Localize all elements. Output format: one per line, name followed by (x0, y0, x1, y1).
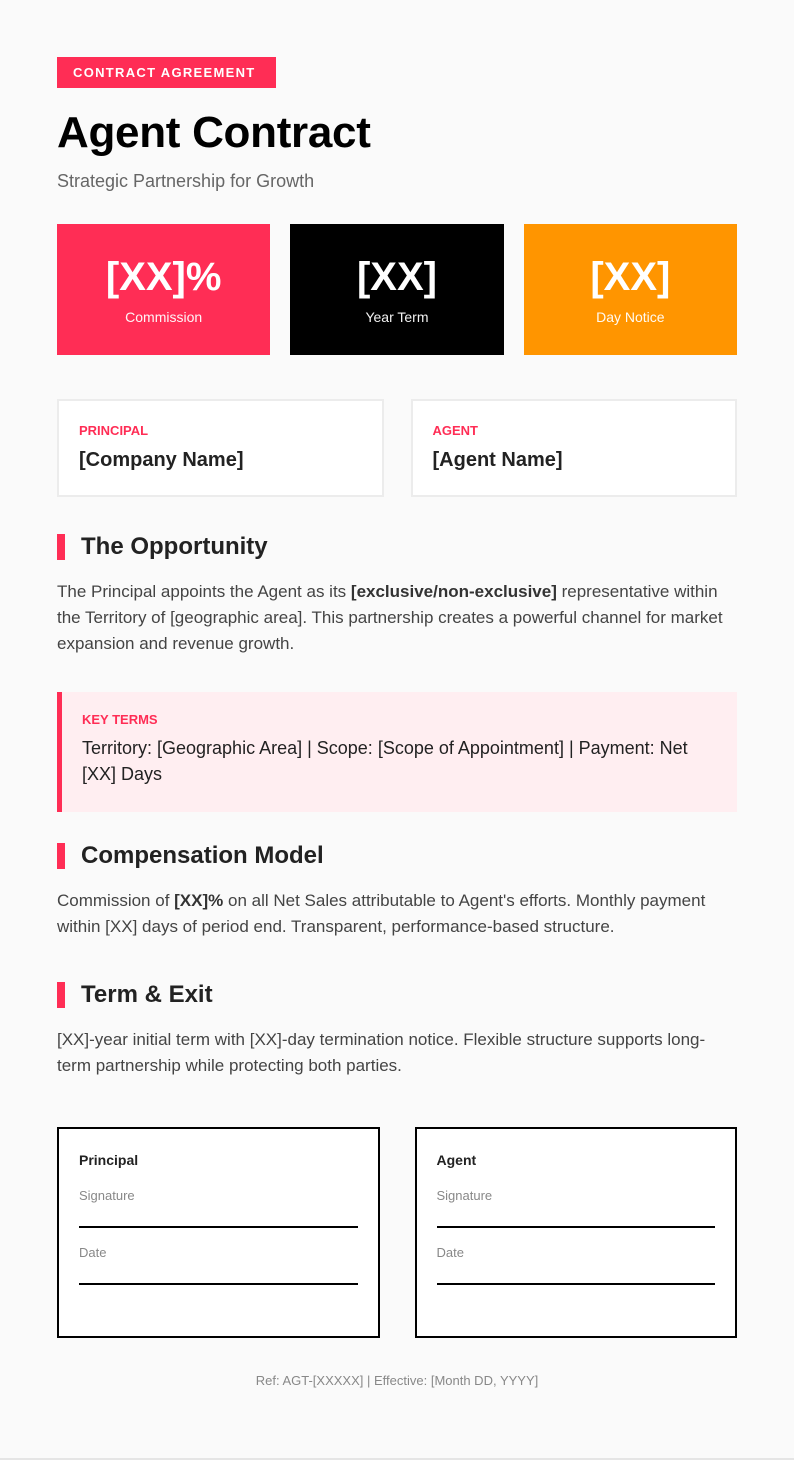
party-card-agent (411, 399, 738, 497)
stat-value: [XX] (356, 254, 437, 299)
date-line[interactable] (437, 1283, 716, 1285)
stat-label: Day Notice (596, 308, 665, 325)
section-title: The Opportunity (81, 533, 268, 560)
stat-year-term (290, 224, 503, 355)
page-subtitle: Strategic Partnership for Growth (57, 171, 315, 191)
section-accent-bar (57, 982, 65, 1008)
signature-line[interactable] (79, 1226, 358, 1228)
key-terms-label: KEY TERMS (82, 712, 158, 727)
stat-label: Year Term (365, 308, 429, 325)
party-card-principal (57, 399, 384, 497)
date-line[interactable] (79, 1283, 358, 1285)
stat-commission (57, 224, 270, 355)
party-role-label: AGENT (432, 423, 478, 438)
section-title: Term & Exit (81, 981, 213, 1008)
signature-row (57, 1127, 737, 1338)
signature-line[interactable] (437, 1226, 716, 1228)
opportunity-paragraph (57, 579, 737, 657)
signature-label: Signature (436, 1188, 493, 1203)
parties-row (57, 399, 737, 497)
emphasis-text: [exclusive/non-exclusive] (350, 582, 557, 601)
section-heading-opportunity (57, 534, 737, 560)
signature-label: Signature (79, 1188, 135, 1203)
party-name: [Company Name] (79, 449, 244, 471)
signature-party: Agent (436, 1152, 477, 1168)
stat-value: [XX] (590, 254, 671, 299)
emphasis-text: [XX]% (174, 891, 224, 910)
section-heading-compensation (57, 843, 737, 869)
signature-block-agent (415, 1127, 738, 1338)
party-name: [Agent Name] (432, 449, 563, 471)
footer-reference: Ref: AGT-[XXXXX] | Effective: [Month DD, YYYY] (255, 1373, 539, 1388)
date-label: Date (79, 1245, 107, 1260)
compensation-paragraph (57, 888, 737, 940)
party-role-label: PRINCIPAL (79, 423, 149, 438)
signature-block-principal (57, 1127, 380, 1338)
section-accent-bar (57, 843, 65, 869)
key-terms-callout (57, 692, 737, 812)
text-segment: Commission of (57, 891, 175, 910)
contract-document (57, 57, 737, 1389)
text-segment: The Principal appoints the Agent as its (57, 582, 351, 601)
text-segment: on all Net Sales attributable to Agent's efforts. Monthly payment within [XX] days of period end. Transparent, performance-based structure. (57, 891, 706, 936)
date-label: Date (436, 1245, 464, 1260)
signature-party: Principal (79, 1152, 139, 1168)
page-title: Agent Contract (57, 108, 371, 157)
section-heading-term (57, 982, 737, 1008)
document-type-tag: CONTRACT AGREEMENT (57, 57, 276, 88)
stat-value: [XX]% (105, 254, 222, 299)
stat-label: Commission (125, 308, 203, 325)
key-terms-text: Territory: [Geographic Area] | Scope: [Scope of Appointment] | Payment: Net [XX] Days (82, 738, 688, 784)
term-paragraph: [XX]-year initial term with [XX]-day termination notice. Flexible structure supports long-term partnership while protecting both parties. (57, 1030, 706, 1075)
section-accent-bar (57, 534, 65, 560)
section-title: Compensation Model (81, 842, 324, 869)
stat-day-notice (524, 224, 737, 355)
stats-row (57, 224, 737, 355)
text-segment: representative within the Territory of [geographic area]. This partnership creates a powerful channel for market expansion and revenue growth. (57, 582, 723, 653)
